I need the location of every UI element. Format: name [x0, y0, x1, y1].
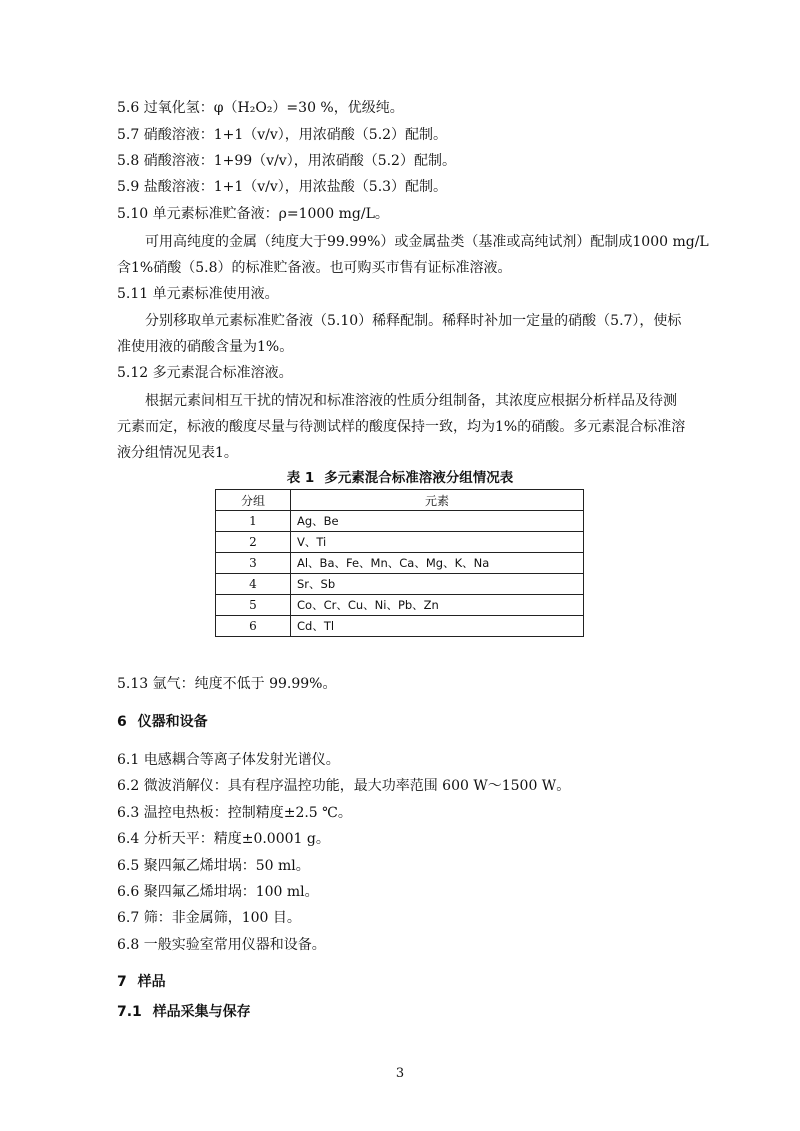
paragraph-5-12-line-1: 根据元素间相互干扰的情况和标准溶液的性质分组制备，其浓度应根据分析样品及待测	[145, 393, 677, 409]
table-label: 表 1	[286, 470, 315, 486]
group-cell: 3	[216, 553, 291, 574]
clause-6-8: 6.8 一般实验室常用仪器和设备。	[117, 937, 326, 953]
clause-6-4: 6.4 分析天平：精度±0.0001 g。	[117, 831, 330, 847]
header-group: 分组	[216, 490, 291, 511]
elements-cell: Ag、Be	[291, 511, 584, 532]
paragraph-5-11-line-2: 准使用液的硝酸含量为1%。	[117, 339, 294, 355]
clause-6-6: 6.6 聚四氟乙烯坩埚：100 ml。	[117, 884, 319, 900]
group-cell: 1	[216, 511, 291, 532]
section-7-1-number: 7.1	[117, 1004, 142, 1020]
section-6-title: 仪器和设备	[137, 714, 208, 730]
clause-6-7: 6.7 筛：非金属筛，100 目。	[117, 910, 301, 926]
elements-cell: Al、Ba、Fe、Mn、Ca、Mg、K、Na	[291, 553, 584, 574]
paragraph-5-12-line-2: 元素而定，标液的酸度尽量与待测试样的酸度保持一致，均为1%的硝酸。多元素混合标准溶	[117, 419, 686, 435]
table-header-row	[216, 490, 584, 511]
group-cell: 4	[216, 574, 291, 595]
clause-6-3: 6.3 温控电热板：控制精度±2.5 ℃。	[117, 805, 352, 821]
elements-cell: Co、Cr、Cu、Ni、Pb、Zn	[291, 595, 584, 616]
element-group-table	[215, 489, 584, 637]
elements-cell: Sr、Sb	[291, 574, 584, 595]
table-row	[216, 574, 584, 595]
page-number: 3	[395, 1066, 405, 1081]
clause-5-8: 5.8 硝酸溶液：1+99（v/v），用浓硝酸（5.2）配制。	[117, 153, 456, 169]
table-row	[216, 553, 584, 574]
clause-5-12: 5.12 多元素混合标准溶液。	[117, 365, 293, 381]
paragraph-5-11-line-1: 分别移取单元素标准贮备液（5.10）稀释配制。稀释时补加一定量的硝酸（5.7），使标	[145, 313, 682, 329]
clause-6-2: 6.2 微波消解仪：具有程序温控功能，最大功率范围 600 W～1500 W。	[117, 778, 571, 794]
header-elements: 元素	[291, 490, 584, 511]
elements-cell: Cd、Tl	[291, 616, 584, 637]
clause-5-13: 5.13 氩气：纯度不低于 99.99%。	[117, 676, 337, 692]
section-7-1-heading	[117, 1002, 251, 1022]
group-cell: 5	[216, 595, 291, 616]
clause-5-11: 5.11 单元素标准使用液。	[117, 286, 279, 302]
section-7-heading	[117, 972, 166, 992]
group-cell: 2	[216, 532, 291, 553]
paragraph-5-12-line-3: 液分组情况见表1。	[117, 445, 238, 461]
section-7-number: 7	[117, 974, 127, 990]
elements-cell: V、Ti	[291, 532, 584, 553]
table-row	[216, 616, 584, 637]
table-title: 多元素混合标准溶液分组情况表	[324, 470, 514, 486]
paragraph-5-10-line-2: 含1%硝酸（5.8）的标准贮备液。也可购买市售有证标准溶液。	[117, 260, 512, 276]
section-6-heading	[117, 712, 208, 732]
section-7-title: 样品	[137, 974, 166, 990]
section-7-1-title: 样品采集与保存	[152, 1004, 251, 1020]
clause-5-10: 5.10 单元素标准贮备液：ρ=1000 mg/L。	[117, 206, 389, 222]
table-row	[216, 595, 584, 616]
clause-5-6: 5.6 过氧化氢：φ（H₂O₂）=30 %，优级纯。	[117, 100, 404, 116]
section-6-number: 6	[117, 714, 127, 730]
clause-5-7: 5.7 硝酸溶液：1+1（v/v），用浓硝酸（5.2）配制。	[117, 127, 448, 143]
clause-6-5: 6.5 聚四氟乙烯坩埚：50 ml。	[117, 858, 310, 874]
table-row	[216, 511, 584, 532]
table-row	[216, 532, 584, 553]
group-cell: 6	[216, 616, 291, 637]
paragraph-5-10-line-1: 可用高纯度的金属（纯度大于99.99%）或金属盐类（基准或高纯试剂）配制成1000 mg/L	[145, 234, 709, 250]
clause-5-9: 5.9 盐酸溶液：1+1（v/v），用浓盐酸（5.3）配制。	[117, 179, 448, 195]
table-caption	[0, 466, 800, 486]
clause-6-1: 6.1 电感耦合等离子体发射光谱仪。	[117, 752, 340, 768]
